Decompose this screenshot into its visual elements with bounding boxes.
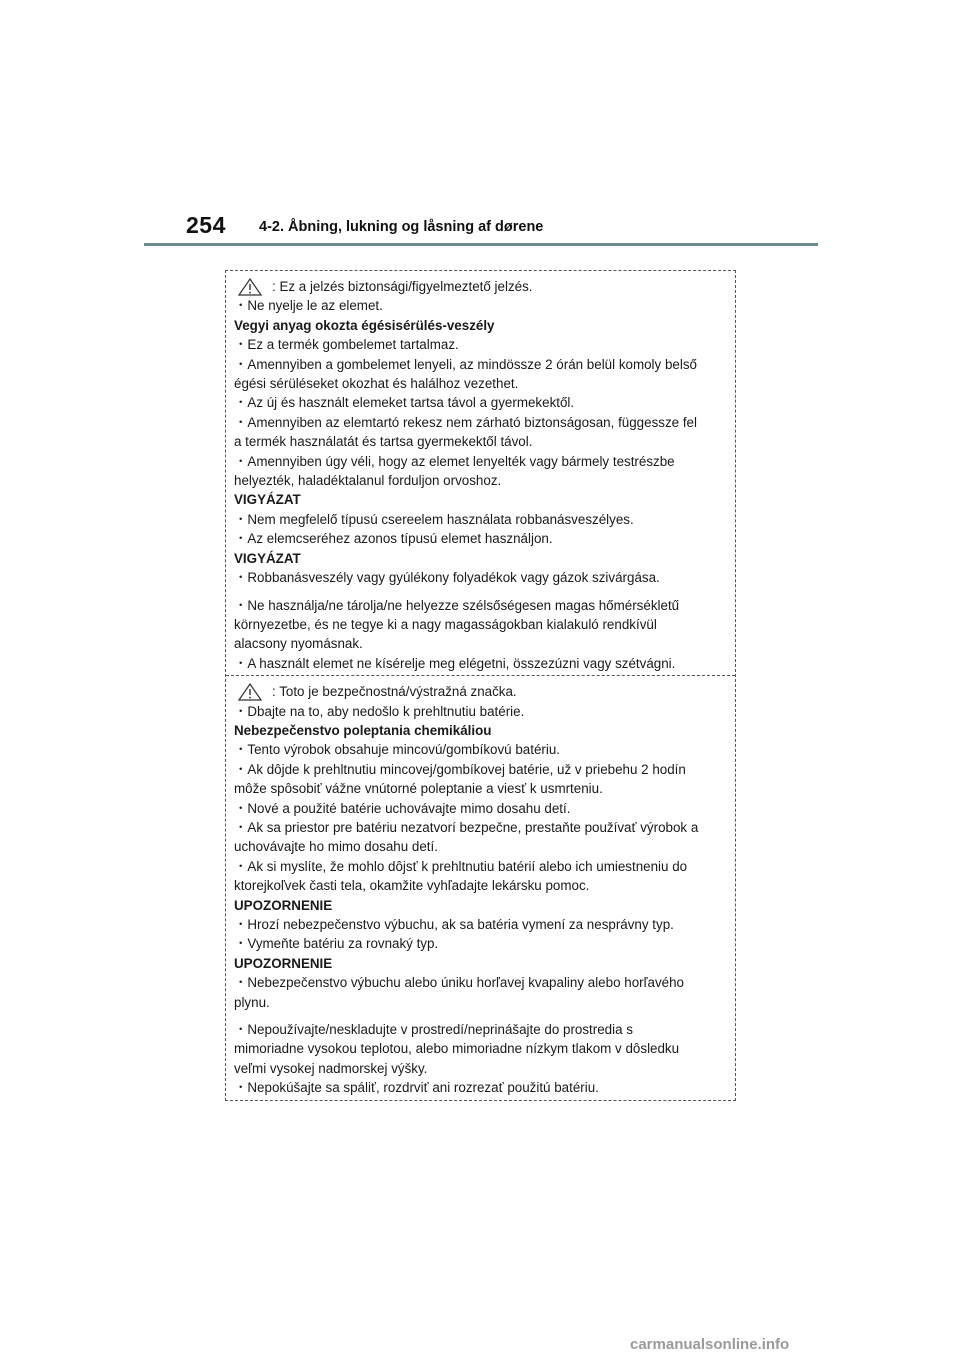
text-line: helyezték, haladéktalanul forduljon orvoshoz. xyxy=(234,473,502,489)
text-line: ・Amennyiben úgy véli, hogy az elemet lenyelték vagy bármely testrészbe xyxy=(234,453,675,469)
text-line: környezetbe, és ne tegye ki a nagy magasságokban kialakuló rendkívül xyxy=(234,616,657,632)
text-line: plynu. xyxy=(234,994,270,1010)
text-line: ・Nebezpečenstvo výbuchu alebo úniku horľavej kvapaliny alebo horľavého xyxy=(234,975,684,991)
text-line: ktorejkoľvek časti tela, okamžite vyhľadajte lekársku pomoc. xyxy=(234,878,590,894)
slovak-lines xyxy=(234,702,726,1098)
warning-triangle-icon xyxy=(238,278,264,296)
hungarian-intro-text: : Ez a jelzés biztonsági/figyelmeztető jelzés. xyxy=(272,279,533,294)
text-line: ・Nem megfelelő típusú csereelem használata robbanásveszélyes. xyxy=(234,511,634,527)
section-heading: UPOZORNENIE xyxy=(234,897,333,913)
hungarian-section xyxy=(226,271,735,675)
page-number: 254 xyxy=(186,212,226,238)
text-line: égési sérüléseket okozhat és halálhoz vezethet. xyxy=(234,376,519,392)
text-line: ・Tento výrobok obsahuje mincovú/gombíkovú batériu. xyxy=(234,742,561,758)
slovak-intro xyxy=(234,682,726,701)
text-line: môže spôsobiť vážne vnútorné poleptanie a viesť k usmrteniu. xyxy=(234,781,603,797)
text-line: ・Robbanásveszély vagy gyúlékony folyadékok vagy gázok szivárgása. xyxy=(234,570,660,586)
text-line: a termék használatát és tartsa gyermekektől távol. xyxy=(234,434,533,450)
page-header xyxy=(0,0,960,250)
text-line: ・Nepoužívajte/neskladujte v prostredí/neprinášajte do prostredia s xyxy=(234,1022,633,1038)
section-heading: VIGYÁZAT xyxy=(234,492,301,508)
slovak-section xyxy=(226,675,735,1100)
hungarian-intro xyxy=(234,277,726,296)
text-line: alacsony nyomásnak. xyxy=(234,636,363,652)
text-line: ・Ak si myslíte, že mohlo dôjsť k prehltnutiu batérií alebo ich umiestneniu do xyxy=(234,858,688,874)
text-line: ・Amennyiben a gombelemet lenyeli, az mindössze 2 órán belül komoly belső xyxy=(234,356,697,372)
text-line: ・Dbajte na to, aby nedošlo k prehltnutiu batérie. xyxy=(234,703,525,719)
text-line: ・Hrozí nebezpečenstvo výbuchu, ak sa batéria vymení za nesprávny typ. xyxy=(234,917,674,932)
text-line: mimoriadne vysokou teplotou, alebo mimoriadne nízkym tlakom v dôsledku xyxy=(234,1041,680,1057)
text-line: ・Amennyiben az elemtartó rekesz nem zárható biztonságosan, függessze fel xyxy=(234,414,697,430)
text-line: ・Ne nyelje le az elemet. xyxy=(234,298,383,314)
text-line: ・Ez a termék gombelemet tartalmaz. xyxy=(234,337,459,353)
section-heading: VIGYÁZAT xyxy=(234,550,301,566)
text-line: ・Ak dôjde k prehltnutiu mincovej/gombíkovej batérie, už v priebehu 2 hodín xyxy=(234,761,686,777)
text-line: ・Vymeňte batériu za rovnaký typ. xyxy=(234,936,439,952)
text-line: ・Az elemcseréhez azonos típusú elemet használjon. xyxy=(234,531,553,547)
section-heading: Vegyi anyag okozta égésisérülés-veszély xyxy=(234,317,495,333)
text-line: uchovávajte ho mimo dosahu detí. xyxy=(234,839,438,855)
text-line: ・Az új és használt elemeket tartsa távol a gyermekektől. xyxy=(234,395,575,411)
warning-triangle-icon xyxy=(238,683,264,701)
text-line: ・A használt elemet ne kísérelje meg elégetni, összezúzni vagy szétvágni. xyxy=(234,655,676,671)
slovak-intro-text: : Toto je bezpečnostná/výstražná značka. xyxy=(272,684,517,700)
text-line: ・Nepokúšajte sa spáliť, rozdrviť ani rozrezať použitú batériu. xyxy=(234,1080,599,1096)
chapter-title: 4-2. Åbning, lukning og låsning af dørene xyxy=(259,219,544,235)
watermark-logo: carmanualsonline.info xyxy=(630,1336,790,1353)
header-divider xyxy=(144,243,818,246)
text-line: ・Ne használja/ne tárolja/ne helyezze szélsőségesen magas hőmérsékletű xyxy=(234,597,680,613)
section-heading: Nebezpečenstvo poleptania chemikáliou xyxy=(234,722,492,738)
warning-box xyxy=(225,270,736,1101)
text-line: ・Ak sa priestor pre batériu nezatvorí bezpečne, prestaňte používať výrobok a xyxy=(234,819,699,835)
text-line: ・Nové a použité batérie uchovávajte mimo dosahu detí. xyxy=(234,800,571,816)
hungarian-lines xyxy=(234,296,726,673)
section-heading: UPOZORNENIE xyxy=(234,955,333,971)
text-line: veľmi vysokej nadmorskej výšky. xyxy=(234,1060,428,1076)
